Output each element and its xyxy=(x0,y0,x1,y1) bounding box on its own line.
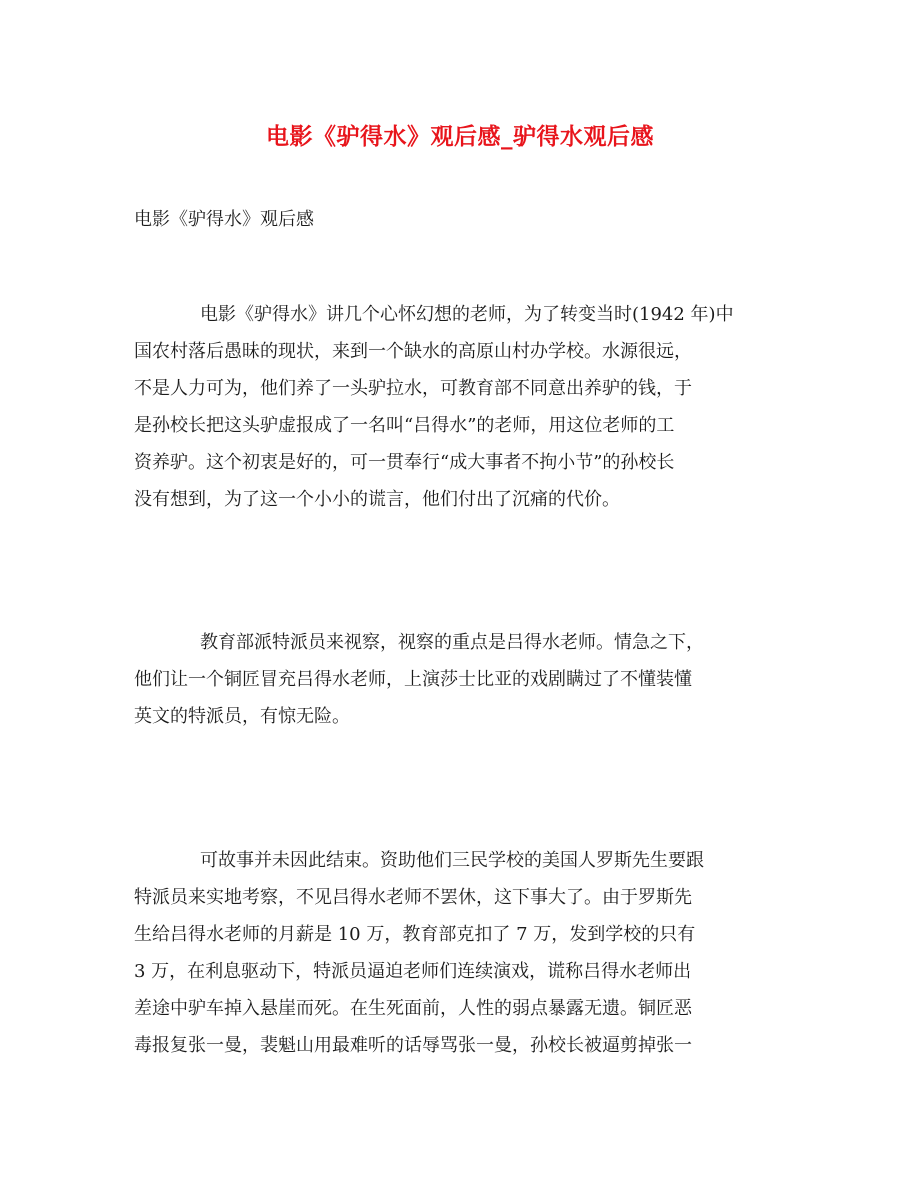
paragraph-line: 特派员来实地考察，不见吕得水老师不罢休，这下事大了。由于罗斯先 xyxy=(134,887,692,908)
paragraph-line: 教育部派特派员来视察，视察的重点是吕得水老师。情急之下， xyxy=(200,632,704,653)
paragraph-3 xyxy=(134,842,794,1064)
paragraph-line: 他们让一个铜匠冒充吕得水老师，上演莎士比亚的戏剧瞒过了不懂装懂 xyxy=(134,669,692,690)
paragraph-1 xyxy=(134,296,794,518)
document-subtitle: 电影《驴得水》观后感 xyxy=(134,209,314,230)
paragraph-2 xyxy=(134,624,794,735)
paragraph-line: 英文的特派员，有惊无险。 xyxy=(134,706,350,727)
paragraph-line: 生给吕得水老师的月薪是 10 万，教育部克扣了 7 万，发到学校的只有 xyxy=(134,924,696,945)
paragraph-line: 差途中驴车掉入悬崖而死。在生死面前，人性的弱点暴露无遗。铜匠恶 xyxy=(134,998,692,1019)
document-title: 电影《驴得水》观后感_驴得水观后感 xyxy=(266,123,654,150)
paragraph-line: 资养驴。这个初衷是好的，可一贯奉行“成大事者不拘小节”的孙校长 xyxy=(134,452,675,473)
paragraph-line: 毒报复张一曼，裴魁山用最难听的话辱骂张一曼，孙校长被逼剪掉张一 xyxy=(134,1035,692,1056)
paragraph-line: 是孙校长把这头驴虚报成了一名叫“吕得水”的老师，用这位老师的工 xyxy=(134,415,675,436)
paragraph-line: 没有想到，为了这一个小小的谎言，他们付出了沉痛的代价。 xyxy=(134,489,620,510)
paragraph-line: 可故事并未因此结束。资助他们三民学校的美国人罗斯先生要跟 xyxy=(200,850,704,871)
paragraph-line: 不是人力可为，他们养了一头驴拉水，可教育部不同意出养驴的钱，于 xyxy=(134,378,692,399)
paragraph-line: 国农村落后愚昧的现状，来到一个缺水的高原山村办学校。水源很远， xyxy=(134,341,692,362)
paragraph-line: 电影《驴得水》讲几个心怀幻想的老师，为了转变当时(1942 年)中 xyxy=(200,304,734,325)
paragraph-line: 3 万，在利息驱动下，特派员逼迫老师们连续演戏，谎称吕得水老师出 xyxy=(134,961,692,982)
